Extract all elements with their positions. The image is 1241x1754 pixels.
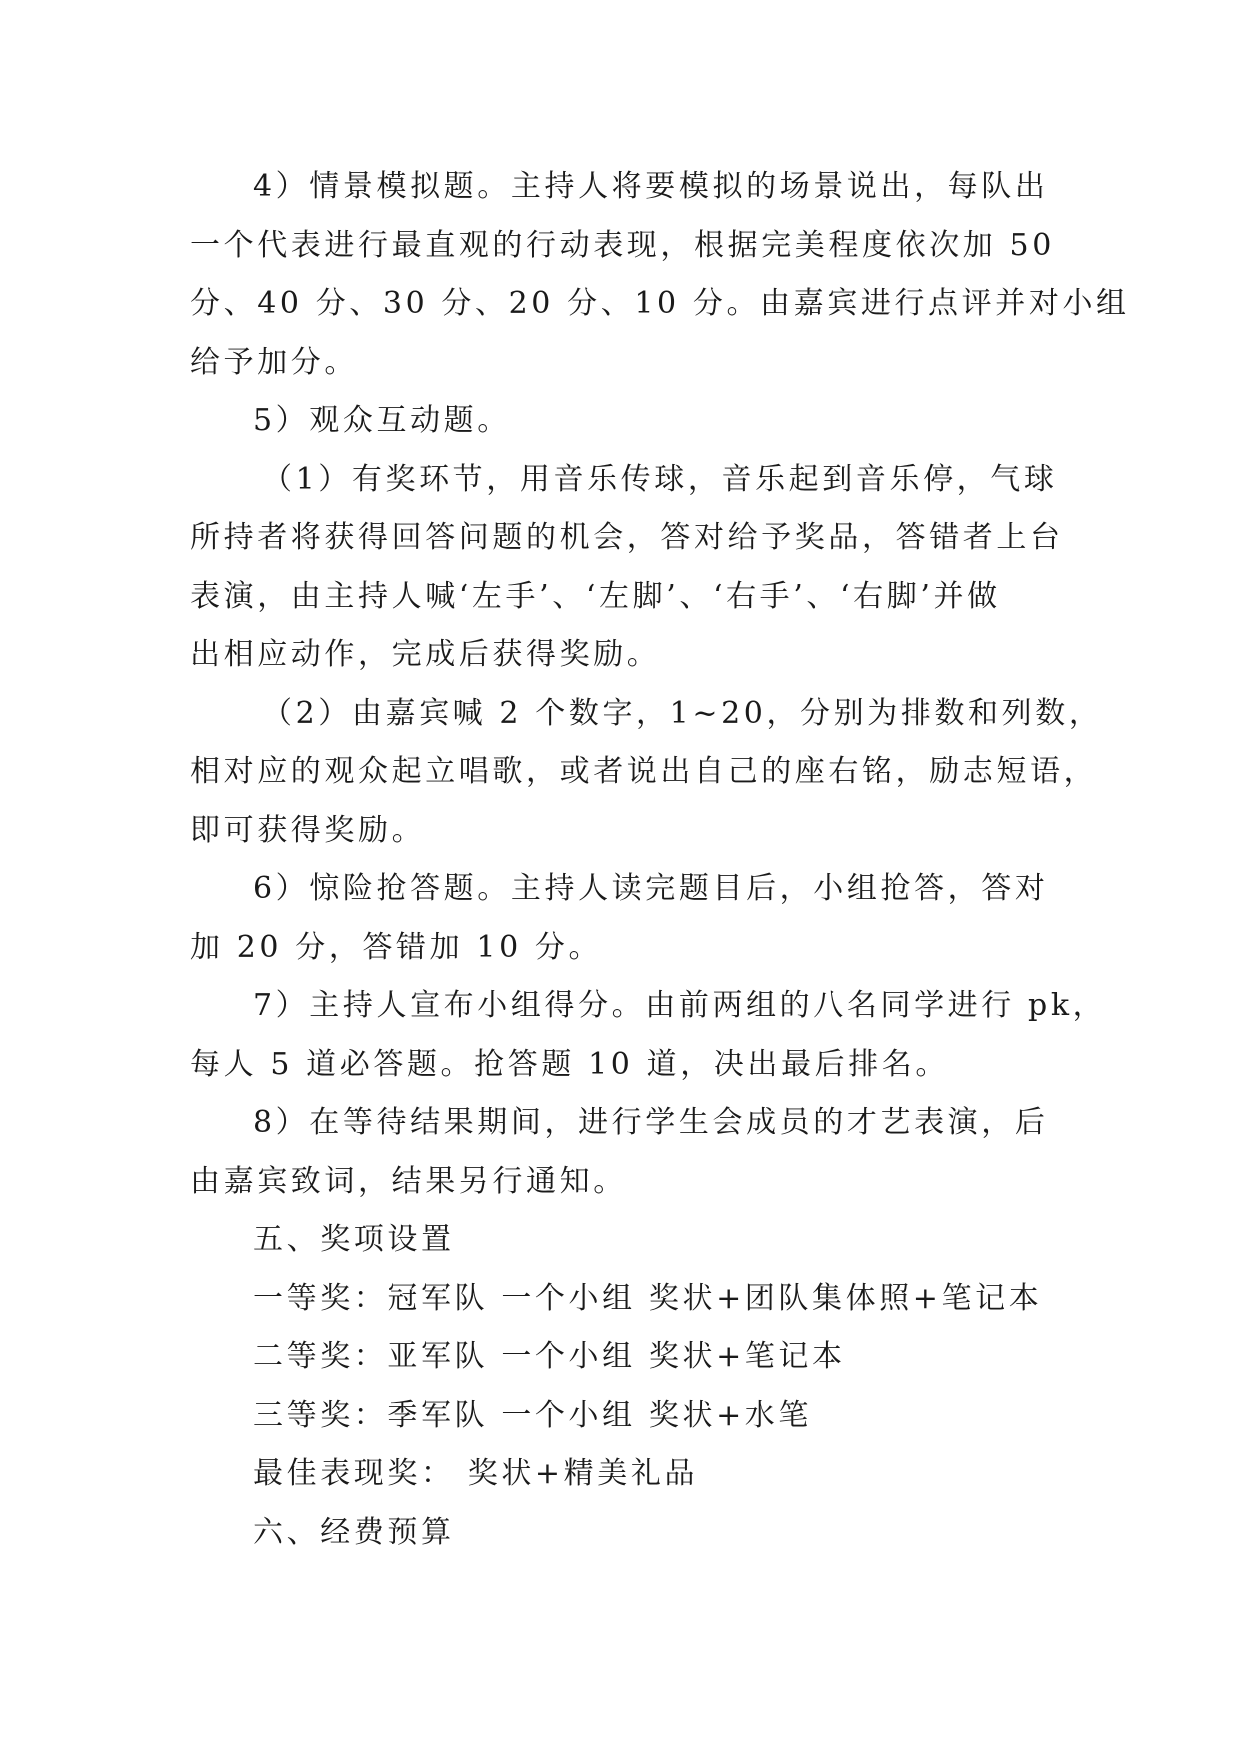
paragraph-line: 相对应的观众起立唱歌，或者说出自己的座右铭，励志短语，: [190, 754, 1098, 789]
paragraph-line: 表演，由主持人喊‘左手’、‘左脚’、‘右手’、‘右脚’并做: [190, 578, 1001, 614]
award-item: 一等奖：冠军队 一个小组 奖状+团队集体照+笔记本: [253, 1280, 1043, 1316]
paragraph-line: 8）在等待结果期间，进行学生会成员的才艺表演，后: [253, 1105, 1049, 1140]
paragraph-line: （1）有奖环节，用音乐传球，音乐起到音乐停，气球: [262, 461, 1058, 497]
paragraph-line: 6）惊险抢答题。主持人读完题目后，小组抢答，答对: [253, 871, 1049, 906]
paragraph-line: 每人 5 道必答题。抢答题 10 道，决出最后排名。: [190, 1046, 950, 1082]
paragraph-line: 4）情景模拟题。主持人将要模拟的场景说出，每队出: [253, 169, 1049, 204]
paragraph-line: 7）主持人宣布小组得分。由前两组的八名同学进行 pk，: [253, 988, 1107, 1023]
paragraph-line: 一个代表进行最直观的行动表现，根据完美程度依次加 50: [190, 227, 1055, 263]
section-heading: 5）观众互动题。: [253, 403, 511, 438]
paragraph-line: 由嘉宾致词，结果另行通知。: [190, 1163, 627, 1199]
award-item: 三等奖：季军队 一个小组 奖状+水笔: [253, 1397, 813, 1433]
award-item: 二等奖：亚军队 一个小组 奖状+笔记本: [253, 1339, 846, 1374]
paragraph-line: 出相应动作，完成后获得奖励。: [190, 637, 661, 672]
section-heading: 五、奖项设置: [253, 1222, 455, 1257]
section-heading: 六、经费预算: [253, 1514, 455, 1550]
paragraph-line: 所持者将获得回答问题的机会，答对给予奖品，答错者上台: [190, 520, 1064, 555]
document-body: [190, 158, 1130, 1562]
paragraph-line: 加 20 分，答错加 10 分。: [190, 929, 603, 965]
paragraph-line: 即可获得奖励。: [190, 812, 426, 848]
award-item: 最佳表现奖： 奖状+精美礼品: [253, 1456, 699, 1491]
paragraph-line: 分、40 分、30 分、20 分、10 分。由嘉宾进行点评并对小组: [190, 286, 1130, 321]
paragraph-line: 给予加分。: [190, 344, 358, 380]
paragraph-line: （2）由嘉宾喊 2 个数字，1~20，分别为排数和列数，: [262, 695, 1103, 731]
